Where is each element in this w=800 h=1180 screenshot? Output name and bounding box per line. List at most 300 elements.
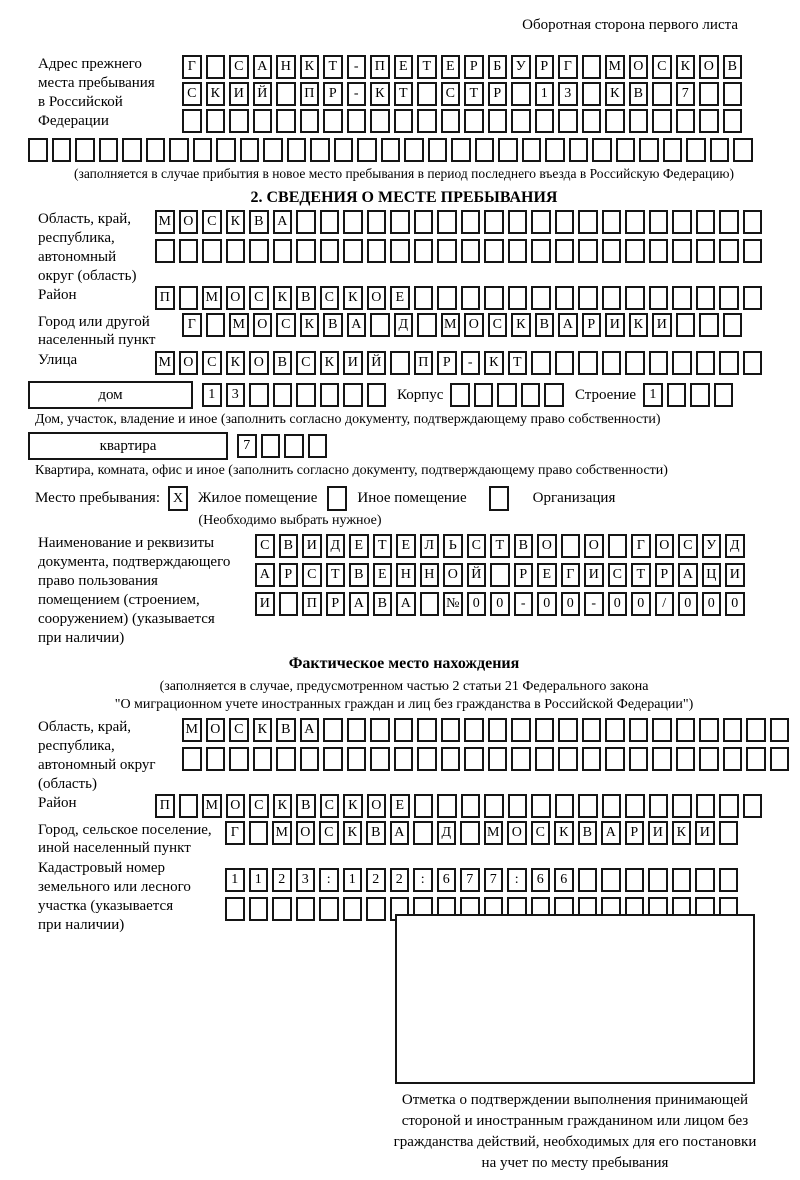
char-box[interactable] [544, 383, 564, 407]
stay-type-checkbox-residential[interactable]: X [168, 486, 188, 511]
char-box[interactable] [511, 109, 531, 133]
char-box[interactable]: В [273, 351, 293, 375]
char-box[interactable] [719, 210, 739, 234]
char-box[interactable]: А [255, 563, 275, 587]
char-box[interactable] [343, 383, 363, 407]
char-box[interactable] [460, 821, 480, 845]
char-box[interactable]: О [537, 534, 557, 558]
char-box[interactable] [602, 794, 622, 818]
char-box[interactable]: И [605, 313, 625, 337]
char-box[interactable]: М [155, 351, 175, 375]
char-box[interactable]: 0 [631, 592, 651, 616]
char-box[interactable] [498, 138, 518, 162]
char-box[interactable]: 6 [554, 868, 574, 892]
char-box[interactable]: К [343, 286, 363, 310]
char-box[interactable] [652, 82, 672, 106]
char-box[interactable]: М [441, 313, 461, 337]
char-box[interactable] [649, 351, 669, 375]
char-box[interactable]: Р [625, 821, 645, 845]
char-box[interactable] [690, 383, 710, 407]
char-box[interactable]: 0 [467, 592, 487, 616]
char-box[interactable] [582, 82, 602, 106]
char-box[interactable]: А [390, 821, 410, 845]
char-box[interactable] [723, 82, 743, 106]
char-box[interactable]: М [484, 821, 504, 845]
char-box[interactable]: 0 [608, 592, 628, 616]
char-box[interactable] [555, 794, 575, 818]
char-box[interactable]: И [648, 821, 668, 845]
char-box[interactable]: В [349, 563, 369, 587]
char-box[interactable] [484, 286, 504, 310]
char-box[interactable] [420, 592, 440, 616]
stay-type-checkbox-other[interactable] [327, 486, 347, 511]
char-box[interactable]: Д [437, 821, 457, 845]
char-box[interactable] [558, 718, 578, 742]
char-box[interactable]: 3 [558, 82, 578, 106]
char-box[interactable]: Й [253, 82, 273, 106]
char-box[interactable] [461, 286, 481, 310]
char-box[interactable]: М [155, 210, 175, 234]
char-box[interactable]: О [655, 534, 675, 558]
char-box[interactable] [323, 718, 343, 742]
char-box[interactable] [404, 138, 424, 162]
char-box[interactable] [743, 794, 763, 818]
char-box[interactable]: С [531, 821, 551, 845]
char-box[interactable]: П [370, 55, 390, 79]
char-box[interactable] [347, 109, 367, 133]
char-box[interactable] [28, 138, 48, 162]
char-box[interactable] [743, 210, 763, 234]
char-box[interactable]: В [535, 313, 555, 337]
char-box[interactable] [273, 383, 293, 407]
char-box[interactable]: С [320, 286, 340, 310]
char-box[interactable] [99, 138, 119, 162]
char-box[interactable]: Б [488, 55, 508, 79]
char-box[interactable] [639, 138, 659, 162]
char-box[interactable] [249, 821, 269, 845]
char-box[interactable]: Н [276, 55, 296, 79]
char-box[interactable] [206, 747, 226, 771]
char-box[interactable] [629, 718, 649, 742]
char-box[interactable]: Е [349, 534, 369, 558]
char-box[interactable] [649, 239, 669, 263]
char-box[interactable] [461, 239, 481, 263]
char-box[interactable]: В [723, 55, 743, 79]
char-box[interactable]: 0 [725, 592, 745, 616]
char-box[interactable] [578, 239, 598, 263]
char-box[interactable] [287, 138, 307, 162]
char-box[interactable]: П [155, 286, 175, 310]
char-box[interactable] [343, 897, 363, 921]
char-box[interactable] [464, 747, 484, 771]
char-box[interactable]: Е [394, 55, 414, 79]
char-box[interactable]: К [273, 286, 293, 310]
char-box[interactable] [555, 286, 575, 310]
char-box[interactable] [296, 897, 316, 921]
char-box[interactable]: А [601, 821, 621, 845]
char-box[interactable] [578, 286, 598, 310]
char-box[interactable] [366, 897, 386, 921]
char-box[interactable] [323, 747, 343, 771]
char-box[interactable] [608, 534, 628, 558]
char-box[interactable] [714, 383, 734, 407]
char-box[interactable]: 1 [535, 82, 555, 106]
char-box[interactable]: В [296, 286, 316, 310]
char-box[interactable]: Д [394, 313, 414, 337]
char-box[interactable] [367, 210, 387, 234]
char-box[interactable]: Г [182, 313, 202, 337]
char-box[interactable] [334, 138, 354, 162]
char-box[interactable]: Т [490, 534, 510, 558]
char-box[interactable] [390, 239, 410, 263]
char-box[interactable] [699, 313, 719, 337]
char-box[interactable]: О [464, 313, 484, 337]
char-box[interactable] [347, 747, 367, 771]
char-box[interactable]: М [182, 718, 202, 742]
char-box[interactable] [276, 747, 296, 771]
char-box[interactable] [582, 55, 602, 79]
char-box[interactable] [578, 794, 598, 818]
char-box[interactable] [276, 109, 296, 133]
char-box[interactable] [531, 351, 551, 375]
char-box[interactable] [437, 794, 457, 818]
char-box[interactable]: О [179, 210, 199, 234]
char-box[interactable] [676, 109, 696, 133]
char-box[interactable]: / [655, 592, 675, 616]
char-box[interactable]: Т [631, 563, 651, 587]
char-box[interactable] [370, 747, 390, 771]
char-box[interactable] [272, 897, 292, 921]
char-box[interactable] [511, 82, 531, 106]
char-box[interactable]: 1 [643, 383, 663, 407]
char-box[interactable] [300, 747, 320, 771]
char-box[interactable] [347, 718, 367, 742]
char-box[interactable]: Г [225, 821, 245, 845]
char-box[interactable]: О [249, 351, 269, 375]
char-box[interactable]: Г [631, 534, 651, 558]
char-box[interactable]: С [488, 313, 508, 337]
char-box[interactable]: Р [535, 55, 555, 79]
char-box[interactable] [629, 747, 649, 771]
char-box[interactable] [663, 138, 683, 162]
char-box[interactable] [602, 351, 622, 375]
char-box[interactable] [676, 313, 696, 337]
char-box[interactable] [155, 239, 175, 263]
char-box[interactable]: О [584, 534, 604, 558]
char-box[interactable]: Г [558, 55, 578, 79]
char-box[interactable]: 0 [702, 592, 722, 616]
char-box[interactable] [625, 210, 645, 234]
char-box[interactable]: П [300, 82, 320, 106]
char-box[interactable] [414, 794, 434, 818]
char-box[interactable]: К [300, 313, 320, 337]
char-box[interactable] [343, 210, 363, 234]
char-box[interactable] [699, 109, 719, 133]
char-box[interactable] [521, 383, 541, 407]
char-box[interactable]: Н [420, 563, 440, 587]
char-box[interactable] [437, 239, 457, 263]
char-box[interactable]: Е [396, 534, 416, 558]
char-box[interactable]: Ь [443, 534, 463, 558]
char-box[interactable]: М [202, 286, 222, 310]
char-box[interactable]: В [629, 82, 649, 106]
char-box[interactable] [649, 210, 669, 234]
char-box[interactable] [296, 383, 316, 407]
char-box[interactable]: 1 [343, 868, 363, 892]
char-box[interactable] [249, 897, 269, 921]
char-box[interactable]: Л [420, 534, 440, 558]
char-box[interactable]: Р [464, 55, 484, 79]
char-box[interactable]: И [255, 592, 275, 616]
char-box[interactable] [569, 138, 589, 162]
char-box[interactable]: Д [326, 534, 346, 558]
char-box[interactable]: К [253, 718, 273, 742]
char-box[interactable] [497, 383, 517, 407]
char-box[interactable]: К [484, 351, 504, 375]
char-box[interactable] [169, 138, 189, 162]
char-box[interactable] [696, 210, 716, 234]
char-box[interactable] [367, 383, 387, 407]
char-box[interactable] [723, 109, 743, 133]
char-box[interactable] [746, 718, 766, 742]
char-box[interactable]: Р [437, 351, 457, 375]
char-box[interactable] [582, 747, 602, 771]
char-box[interactable] [649, 794, 669, 818]
char-box[interactable] [437, 210, 457, 234]
char-box[interactable] [414, 210, 434, 234]
char-box[interactable]: О [629, 55, 649, 79]
char-box[interactable]: В [373, 592, 393, 616]
char-box[interactable]: С [678, 534, 698, 558]
char-box[interactable]: Р [279, 563, 299, 587]
char-box[interactable]: О [507, 821, 527, 845]
char-box[interactable]: Т [326, 563, 346, 587]
char-box[interactable] [605, 747, 625, 771]
char-box[interactable]: М [229, 313, 249, 337]
char-box[interactable] [558, 747, 578, 771]
char-box[interactable]: А [253, 55, 273, 79]
char-box[interactable]: В [279, 534, 299, 558]
char-box[interactable]: В [366, 821, 386, 845]
char-box[interactable]: 1 [202, 383, 222, 407]
char-box[interactable] [578, 351, 598, 375]
char-box[interactable] [625, 286, 645, 310]
char-box[interactable] [182, 747, 202, 771]
char-box[interactable] [719, 286, 739, 310]
char-box[interactable] [625, 239, 645, 263]
char-box[interactable] [284, 434, 304, 458]
char-box[interactable]: Й [367, 351, 387, 375]
char-box[interactable]: В [323, 313, 343, 337]
char-box[interactable]: 0 [490, 592, 510, 616]
char-box[interactable]: Т [373, 534, 393, 558]
char-box[interactable]: Ц [702, 563, 722, 587]
char-box[interactable]: 1 [249, 868, 269, 892]
char-box[interactable] [474, 383, 494, 407]
char-box[interactable]: С [320, 794, 340, 818]
char-box[interactable] [450, 383, 470, 407]
char-box[interactable]: Т [464, 82, 484, 106]
char-box[interactable] [770, 718, 790, 742]
char-box[interactable]: К [226, 210, 246, 234]
char-box[interactable]: К [320, 351, 340, 375]
char-box[interactable] [437, 286, 457, 310]
char-box[interactable] [719, 351, 739, 375]
char-box[interactable]: 0 [561, 592, 581, 616]
char-box[interactable] [699, 718, 719, 742]
char-box[interactable]: 2 [272, 868, 292, 892]
char-box[interactable]: - [347, 55, 367, 79]
char-box[interactable] [414, 286, 434, 310]
char-box[interactable]: А [678, 563, 698, 587]
char-box[interactable] [602, 286, 622, 310]
char-box[interactable] [484, 239, 504, 263]
char-box[interactable]: К [273, 794, 293, 818]
char-box[interactable] [146, 138, 166, 162]
char-box[interactable]: С [255, 534, 275, 558]
char-box[interactable] [625, 868, 645, 892]
char-box[interactable] [582, 718, 602, 742]
char-box[interactable]: И [695, 821, 715, 845]
char-box[interactable]: Р [323, 82, 343, 106]
char-box[interactable] [723, 313, 743, 337]
char-box[interactable] [296, 210, 316, 234]
char-box[interactable]: Р [514, 563, 534, 587]
char-box[interactable] [522, 138, 542, 162]
char-box[interactable] [719, 239, 739, 263]
char-box[interactable] [451, 138, 471, 162]
char-box[interactable]: А [300, 718, 320, 742]
char-box[interactable] [696, 351, 716, 375]
char-box[interactable] [475, 138, 495, 162]
char-box[interactable]: Р [326, 592, 346, 616]
char-box[interactable]: 7 [676, 82, 696, 106]
char-box[interactable] [602, 210, 622, 234]
house-type-box[interactable]: дом [28, 381, 193, 409]
char-box[interactable] [229, 747, 249, 771]
char-box[interactable] [582, 109, 602, 133]
char-box[interactable]: П [414, 351, 434, 375]
char-box[interactable]: С [182, 82, 202, 106]
char-box[interactable] [710, 138, 730, 162]
char-box[interactable]: А [396, 592, 416, 616]
char-box[interactable]: А [349, 592, 369, 616]
char-box[interactable] [273, 239, 293, 263]
char-box[interactable] [511, 747, 531, 771]
char-box[interactable] [417, 82, 437, 106]
char-box[interactable]: С [441, 82, 461, 106]
char-box[interactable] [676, 718, 696, 742]
char-box[interactable] [441, 718, 461, 742]
char-box[interactable] [605, 718, 625, 742]
char-box[interactable]: 3 [226, 383, 246, 407]
char-box[interactable]: Е [441, 55, 461, 79]
char-box[interactable] [695, 868, 715, 892]
char-box[interactable]: С [608, 563, 628, 587]
char-box[interactable]: О [206, 718, 226, 742]
char-box[interactable] [667, 383, 687, 407]
char-box[interactable] [531, 239, 551, 263]
char-box[interactable] [672, 794, 692, 818]
char-box[interactable]: 3 [296, 868, 316, 892]
char-box[interactable] [179, 794, 199, 818]
char-box[interactable] [206, 109, 226, 133]
char-box[interactable] [531, 794, 551, 818]
char-box[interactable]: : [319, 868, 339, 892]
char-box[interactable]: С [296, 351, 316, 375]
char-box[interactable]: О [296, 821, 316, 845]
char-box[interactable] [357, 138, 377, 162]
char-box[interactable] [413, 821, 433, 845]
char-box[interactable] [696, 239, 716, 263]
char-box[interactable] [558, 109, 578, 133]
char-box[interactable]: И [229, 82, 249, 106]
char-box[interactable] [652, 718, 672, 742]
char-box[interactable]: М [272, 821, 292, 845]
char-box[interactable] [206, 313, 226, 337]
char-box[interactable] [276, 82, 296, 106]
char-box[interactable]: С [276, 313, 296, 337]
char-box[interactable]: К [343, 821, 363, 845]
char-box[interactable]: Т [417, 55, 437, 79]
char-box[interactable] [696, 794, 716, 818]
char-box[interactable] [464, 718, 484, 742]
char-box[interactable] [699, 747, 719, 771]
char-box[interactable] [601, 868, 621, 892]
char-box[interactable] [253, 109, 273, 133]
char-box[interactable] [370, 109, 390, 133]
char-box[interactable] [743, 286, 763, 310]
char-box[interactable] [225, 897, 245, 921]
char-box[interactable] [390, 351, 410, 375]
char-box[interactable] [310, 138, 330, 162]
char-box[interactable] [216, 138, 236, 162]
char-box[interactable] [535, 747, 555, 771]
char-box[interactable]: К [554, 821, 574, 845]
char-box[interactable]: О [367, 286, 387, 310]
char-box[interactable] [545, 138, 565, 162]
char-box[interactable] [723, 718, 743, 742]
char-box[interactable] [578, 210, 598, 234]
char-box[interactable]: М [605, 55, 625, 79]
char-box[interactable] [253, 747, 273, 771]
char-box[interactable] [723, 747, 743, 771]
char-box[interactable] [625, 351, 645, 375]
char-box[interactable] [202, 239, 222, 263]
char-box[interactable] [672, 210, 692, 234]
char-box[interactable]: С [467, 534, 487, 558]
char-box[interactable]: 1 [225, 868, 245, 892]
char-box[interactable]: К [300, 55, 320, 79]
char-box[interactable] [672, 239, 692, 263]
char-box[interactable]: 7 [237, 434, 257, 458]
char-box[interactable]: Й [467, 563, 487, 587]
char-box[interactable]: - [584, 592, 604, 616]
char-box[interactable] [179, 286, 199, 310]
char-box[interactable]: К [511, 313, 531, 337]
char-box[interactable] [323, 109, 343, 133]
char-box[interactable] [652, 109, 672, 133]
char-box[interactable] [531, 286, 551, 310]
char-box[interactable]: А [273, 210, 293, 234]
char-box[interactable]: И [652, 313, 672, 337]
char-box[interactable]: Е [537, 563, 557, 587]
char-box[interactable] [676, 747, 696, 771]
char-box[interactable]: П [155, 794, 175, 818]
char-box[interactable]: О [443, 563, 463, 587]
char-box[interactable]: С [319, 821, 339, 845]
char-box[interactable] [672, 351, 692, 375]
